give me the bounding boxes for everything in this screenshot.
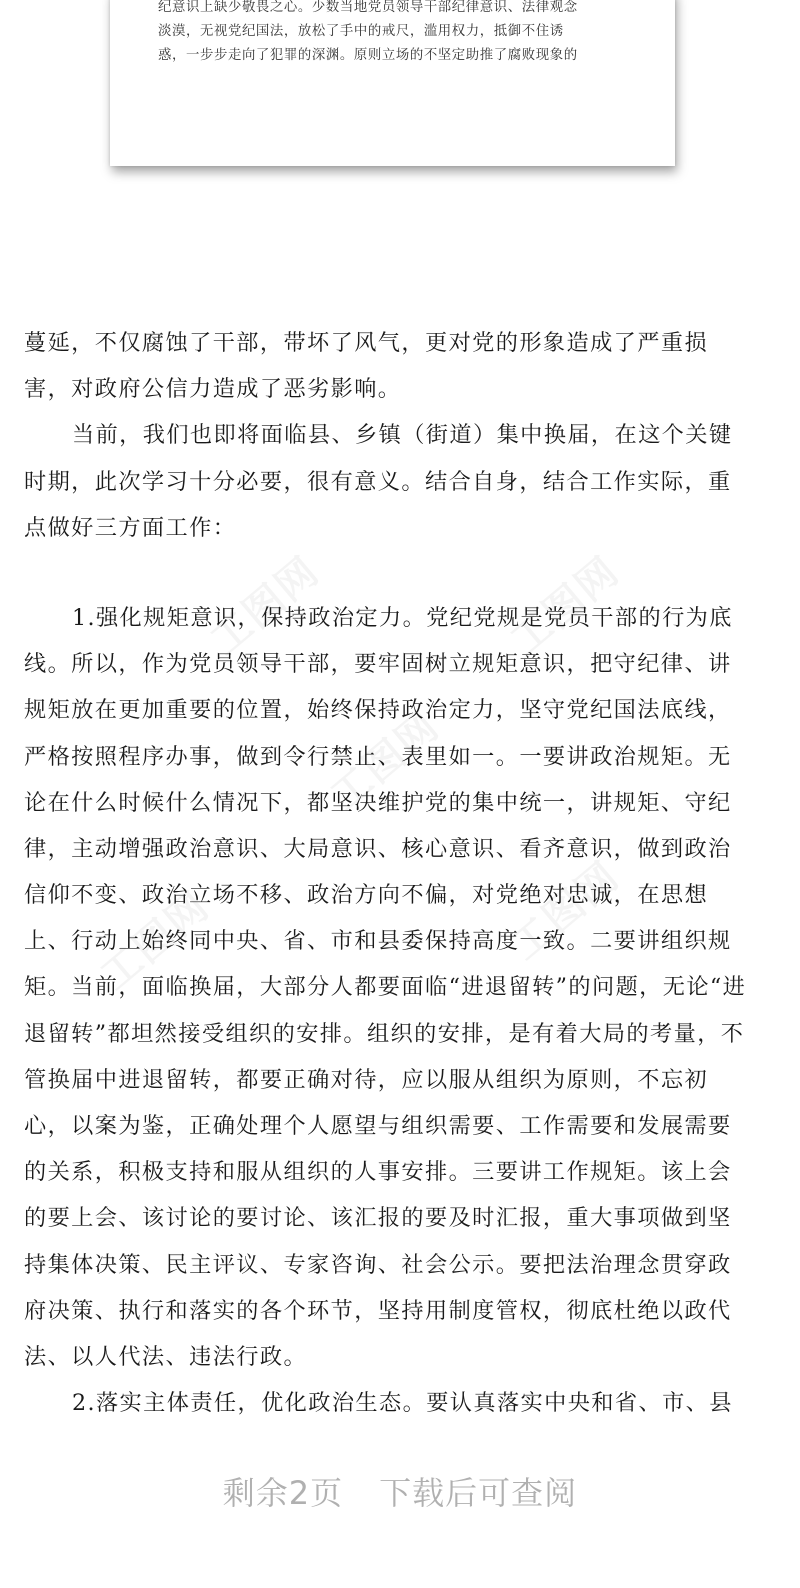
text-line: 线。所以，作为党员领导干部，要牢固树立规矩意识，把守纪律、讲 [24, 651, 732, 678]
text-line: 退留转”都坦然接受组织的安排。组织的安排，是有着大局的考量，不 [24, 1020, 745, 1047]
preview-line: 纪意识上缺少敬畏之心。少数当地党员领导干部纪律意识、法律观念 [158, 0, 578, 15]
download-hint-label: 下载后可查阅 [379, 1474, 578, 1512]
paragraph-intro [24, 320, 774, 412]
text-line: 的要上会、该讨论的要讨论、该汇报的要及时汇报，重大事项做到坚 [24, 1205, 732, 1232]
preview-line: 惑，一步步走向了犯罪的深渊。原则立场的不坚定助推了腐败现象的 [158, 48, 578, 63]
text-line: 论在什么时候什么情况下，都坚决维护党的集中统一，讲规矩、守纪 [24, 789, 732, 816]
text-line: 规矩放在更加重要的位置，始终保持政治定力，坚守党纪国法底线， [24, 697, 732, 724]
download-banner[interactable] [0, 1468, 800, 1514]
preview-line: 淡漠，无视党纪国法，放松了手中的戒尺，滥用权力，抵御不住诱 [158, 24, 564, 39]
document-body [24, 320, 774, 1426]
text-line: 严格按照程序办事，做到令行禁止、表里如一。一要讲政治规矩。无 [24, 743, 732, 770]
text-line: 律，主动增强政治意识、大局意识、核心意识、看齐意识，做到政治 [24, 835, 732, 862]
text-line: 害，对政府公信力造成了恶劣影响。 [24, 376, 402, 403]
text-line: 时期，此次学习十分必要，很有意义。结合自身，结合工作实际，重 [24, 468, 732, 495]
section-1 [24, 595, 774, 1380]
section-2 [24, 1380, 774, 1426]
remaining-pages-label: 剩余2页 [222, 1474, 344, 1512]
paragraph-gap [24, 551, 774, 595]
text-line: 心，以案为鉴，正确处理个人愿望与组织需要、工作需要和发展需要 [24, 1113, 732, 1139]
text-line: 管换届中进退留转，都要正确对待，应以服从组织为原则，不忘初 [24, 1066, 709, 1093]
preview-card [110, 0, 675, 166]
text-line: 矩。当前，面临换届，大部分人都要面临“进退留转”的问题，无论“进 [24, 974, 747, 1001]
text-line: 的关系，积极支持和服从组织的人事安排。三要讲工作规矩。该上会 [24, 1159, 732, 1186]
text-line: 持集体决策、民主评议、专家咨询、社会公示。要把法治理念贯穿政 [24, 1251, 732, 1278]
text-line: 点做好三方面工作： [24, 514, 237, 541]
paragraph-current [24, 412, 774, 551]
section-heading-line: 1.强化规矩意识，保持政治定力。党纪党规是党员干部的行为底 [72, 604, 733, 631]
preview-text [158, 0, 630, 68]
text-line: 蔓延，不仅腐蚀了干部，带坏了风气，更对党的形象造成了严重损 [24, 330, 709, 356]
text-line: 法、以人代法、违法行政。 [24, 1343, 308, 1370]
text-line: 府决策、执行和落实的各个环节，坚持用制度管权，彻底杜绝以政代 [24, 1297, 732, 1324]
text-line: 信仰不变、政治立场不移、政治方向不偏，对党绝对忠诚，在思想 [24, 882, 709, 909]
text-line: 当前，我们也即将面临县、乡镇（街道）集中换届，在这个关键 [72, 422, 733, 449]
section-heading-line: 2.落实主体责任，优化政治生态。要认真落实中央和省、市、县 [72, 1390, 733, 1417]
text-line: 上、行动上始终同中央、省、市和县委保持高度一致。二要讲组织规 [24, 928, 732, 955]
